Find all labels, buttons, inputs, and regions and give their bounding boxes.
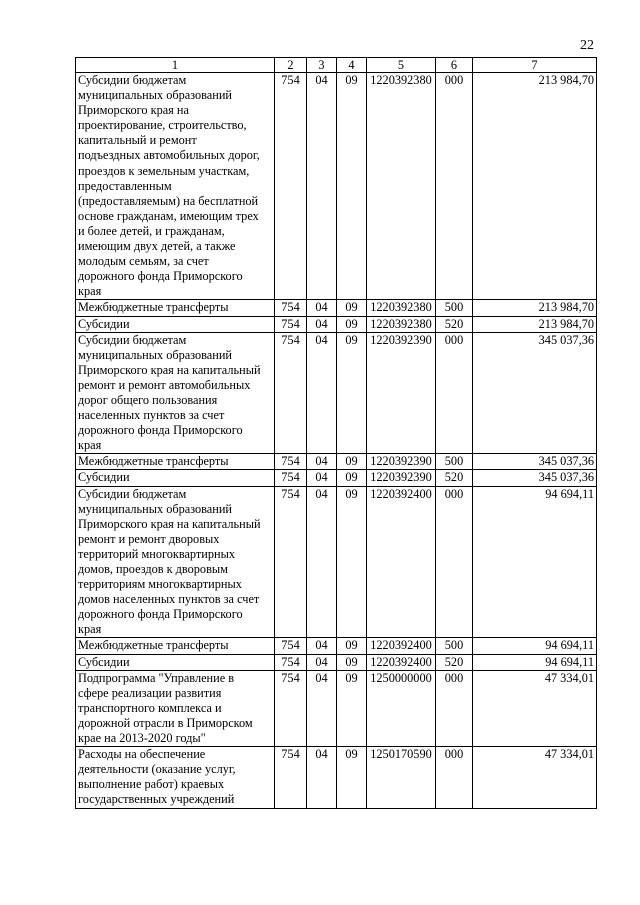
description-line: крае на 2013-2020 годы" bbox=[78, 731, 206, 746]
description-line: дорог общего пользования bbox=[78, 392, 218, 407]
column-header: 5 bbox=[367, 58, 436, 73]
subsection-code: 09 bbox=[337, 332, 367, 454]
expense-type-code: 000 bbox=[436, 332, 473, 454]
row-description bbox=[76, 454, 275, 470]
expense-type-code: 520 bbox=[436, 470, 473, 486]
table-row bbox=[76, 300, 597, 316]
section-code: 04 bbox=[307, 332, 337, 454]
target-article-code: 1220392400 bbox=[367, 654, 436, 670]
description-line: выполнение работ) краевых bbox=[78, 777, 225, 792]
column-header: 4 bbox=[337, 58, 367, 73]
ministry-code: 754 bbox=[275, 316, 307, 332]
subsection-code: 09 bbox=[337, 747, 367, 808]
target-article-code: 1220392400 bbox=[367, 486, 436, 638]
description-line: домов населенных пунктов за счет bbox=[78, 592, 260, 607]
description-line: транспортного комплекса и bbox=[78, 700, 222, 715]
target-article-code: 1220392380 bbox=[367, 300, 436, 316]
description-line: территориям многоквартирных bbox=[78, 577, 242, 592]
section-code: 04 bbox=[307, 316, 337, 332]
target-article-code: 1220392380 bbox=[367, 73, 436, 300]
subsection-code: 09 bbox=[337, 73, 367, 300]
description-line: территорий многоквартирных bbox=[78, 546, 236, 561]
expense-type-code: 000 bbox=[436, 486, 473, 638]
description-line: ремонт и ремонт дворовых bbox=[78, 531, 220, 546]
table-row bbox=[76, 332, 597, 454]
ministry-code: 754 bbox=[275, 654, 307, 670]
table-row bbox=[76, 654, 597, 670]
amount: 94 694,11 bbox=[473, 638, 597, 654]
description-line: Подпрограмма "Управление в bbox=[78, 670, 235, 685]
section-code: 04 bbox=[307, 486, 337, 638]
description-line: Межбюджетные трансферты bbox=[78, 454, 229, 469]
expense-type-code: 000 bbox=[436, 73, 473, 300]
description-line: Приморского края на bbox=[78, 103, 189, 118]
description-line: ремонт и ремонт автомобильных bbox=[78, 377, 251, 392]
ministry-code: 754 bbox=[275, 332, 307, 454]
description-line: населенных пунктов за счет bbox=[78, 408, 225, 423]
row-description bbox=[76, 73, 275, 300]
header-row bbox=[76, 58, 597, 73]
ministry-code: 754 bbox=[275, 73, 307, 300]
description-line: молодым семьям, за счет bbox=[78, 254, 209, 269]
column-header: 7 bbox=[473, 58, 597, 73]
description-line: Субсидии bbox=[78, 470, 130, 485]
amount: 47 334,01 bbox=[473, 670, 597, 746]
description-line: дорожного фонда Приморского bbox=[78, 269, 243, 284]
row-description bbox=[76, 470, 275, 486]
column-header: 1 bbox=[76, 58, 275, 73]
description-line: Субсидии бюджетам bbox=[78, 486, 187, 501]
description-line: подъездных автомобильных дорог, bbox=[78, 148, 260, 163]
section-code: 04 bbox=[307, 747, 337, 808]
description-line: проездов к земельным участкам, bbox=[78, 163, 250, 178]
table-row bbox=[76, 316, 597, 332]
table-row bbox=[76, 486, 597, 638]
description-line: края bbox=[78, 438, 102, 453]
amount: 345 037,36 bbox=[473, 470, 597, 486]
description-line: Субсидии бюджетам bbox=[78, 332, 187, 347]
target-article-code: 1250170590 bbox=[367, 747, 436, 808]
subsection-code: 09 bbox=[337, 654, 367, 670]
page-number: 22 bbox=[580, 38, 594, 53]
description-line: Расходы на обеспечение bbox=[78, 747, 206, 762]
row-description bbox=[76, 486, 275, 638]
column-header: 2 bbox=[275, 58, 307, 73]
target-article-code: 1250000000 bbox=[367, 670, 436, 746]
expense-type-code: 520 bbox=[436, 654, 473, 670]
target-article-code: 1220392390 bbox=[367, 454, 436, 470]
row-description bbox=[76, 670, 275, 746]
description-line: сфере реализации развития bbox=[78, 685, 222, 700]
description-line: дорожного фонда Приморского bbox=[78, 423, 243, 438]
section-code: 04 bbox=[307, 73, 337, 300]
description-line: капитальный и ремонт bbox=[78, 133, 197, 148]
description-line: Межбюджетные трансферты bbox=[78, 638, 229, 653]
ministry-code: 754 bbox=[275, 470, 307, 486]
description-line: и более детей, и гражданам, bbox=[78, 223, 225, 238]
description-line: имеющим двух детей, а также bbox=[78, 239, 236, 254]
table-row bbox=[76, 747, 597, 808]
row-description bbox=[76, 300, 275, 316]
description-line: предоставленным bbox=[78, 178, 172, 193]
description-line: Межбюджетные трансферты bbox=[78, 300, 229, 315]
amount: 213 984,70 bbox=[473, 300, 597, 316]
expense-type-code: 000 bbox=[436, 747, 473, 808]
table-row bbox=[76, 454, 597, 470]
subsection-code: 09 bbox=[337, 470, 367, 486]
ministry-code: 754 bbox=[275, 454, 307, 470]
row-description bbox=[76, 332, 275, 454]
ministry-code: 754 bbox=[275, 747, 307, 808]
description-line: дорожного фонда Приморского bbox=[78, 607, 243, 622]
description-line: муниципальных образований bbox=[78, 347, 232, 362]
description-line: домов, проездов к дворовым bbox=[78, 562, 228, 576]
ministry-code: 754 bbox=[275, 670, 307, 746]
description-line: Приморского края на капитальный bbox=[78, 362, 261, 377]
section-code: 04 bbox=[307, 670, 337, 746]
column-header: 3 bbox=[307, 58, 337, 73]
expense-type-code: 000 bbox=[436, 670, 473, 746]
table-body bbox=[76, 73, 597, 809]
section-code: 04 bbox=[307, 454, 337, 470]
ministry-code: 754 bbox=[275, 638, 307, 654]
target-article-code: 1220392390 bbox=[367, 332, 436, 454]
target-article-code: 1220392400 bbox=[367, 638, 436, 654]
table-row bbox=[76, 638, 597, 654]
description-line: (предоставляемым) на бесплатной bbox=[78, 193, 259, 208]
description-line: Субсидии bbox=[78, 654, 130, 669]
table-row bbox=[76, 470, 597, 486]
table-row bbox=[76, 73, 597, 300]
amount: 94 694,11 bbox=[473, 654, 597, 670]
amount: 47 334,01 bbox=[473, 747, 597, 808]
amount: 213 984,70 bbox=[473, 316, 597, 332]
row-description bbox=[76, 316, 275, 332]
section-code: 04 bbox=[307, 638, 337, 654]
amount: 213 984,70 bbox=[473, 73, 597, 300]
ministry-code: 754 bbox=[275, 300, 307, 316]
expense-type-code: 520 bbox=[436, 316, 473, 332]
amount: 94 694,11 bbox=[473, 486, 597, 638]
expense-type-code: 500 bbox=[436, 300, 473, 316]
subsection-code: 09 bbox=[337, 638, 367, 654]
description-line: муниципальных образований bbox=[78, 501, 232, 516]
description-line: дорожной отрасли в Приморском bbox=[78, 715, 253, 730]
description-line: края bbox=[78, 284, 102, 299]
amount: 345 037,36 bbox=[473, 332, 597, 454]
budget-table bbox=[75, 57, 597, 809]
amount: 345 037,36 bbox=[473, 454, 597, 470]
section-code: 04 bbox=[307, 470, 337, 486]
description-line: основе гражданам, имеющим трех bbox=[78, 208, 259, 223]
description-line: деятельности (оказание услуг, bbox=[78, 762, 236, 777]
description-line: Субсидии bbox=[78, 316, 130, 331]
target-article-code: 1220392390 bbox=[367, 470, 436, 486]
row-description bbox=[76, 638, 275, 654]
section-code: 04 bbox=[307, 300, 337, 316]
subsection-code: 09 bbox=[337, 316, 367, 332]
target-article-code: 1220392380 bbox=[367, 316, 436, 332]
expense-type-code: 500 bbox=[436, 454, 473, 470]
subsection-code: 09 bbox=[337, 300, 367, 316]
expense-type-code: 500 bbox=[436, 638, 473, 654]
description-line: края bbox=[78, 622, 102, 637]
section-code: 04 bbox=[307, 654, 337, 670]
row-description bbox=[76, 747, 275, 808]
table-row bbox=[76, 670, 597, 746]
description-line: проектирование, строительство, bbox=[78, 118, 247, 133]
description-line: Приморского края на капитальный bbox=[78, 516, 261, 531]
ministry-code: 754 bbox=[275, 486, 307, 638]
column-header: 6 bbox=[436, 58, 473, 73]
row-description bbox=[76, 654, 275, 670]
subsection-code: 09 bbox=[337, 454, 367, 470]
description-line: Субсидии бюджетам bbox=[78, 73, 187, 87]
subsection-code: 09 bbox=[337, 670, 367, 746]
subsection-code: 09 bbox=[337, 486, 367, 638]
description-line: государственных учреждений bbox=[78, 792, 235, 807]
description-line: муниципальных образований bbox=[78, 88, 232, 103]
